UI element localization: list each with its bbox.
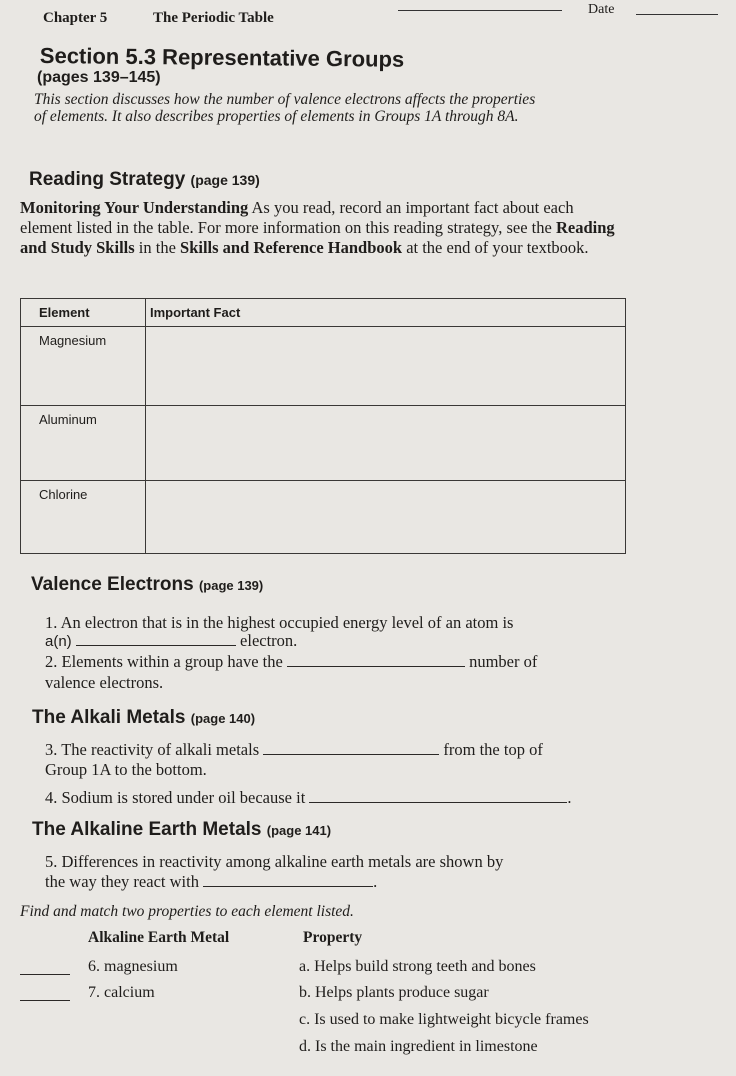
- section-intro: This section discusses how the number of valence electrons affects the properties of elements. It also describes properties of elements in Groups 1A through 8A.: [34, 91, 536, 125]
- table-cell-fact[interactable]: [146, 327, 626, 405]
- reading-strategy-heading: [29, 169, 260, 191]
- reading-strategy-text-3: at the end of your textbook.: [402, 238, 589, 257]
- answer-blank-6[interactable]: [20, 974, 70, 975]
- question-4-suffix: .: [567, 788, 572, 807]
- table-cell-element: Magnesium: [21, 327, 146, 405]
- reading-strategy-ref-1: Reading and Study Skills: [20, 218, 615, 257]
- matching-column-metal: Alkaline Earth Metal: [88, 929, 230, 946]
- question-1-blank[interactable]: [76, 631, 236, 646]
- reading-strategy-heading-text: Reading Strategy: [29, 169, 186, 190]
- property-b: b. Helps plants produce sugar: [299, 984, 489, 1001]
- question-1-suffix: electron.: [240, 631, 298, 650]
- table-cell-fact[interactable]: [146, 405, 626, 481]
- alkaline-earth-page: (page 141): [266, 823, 332, 838]
- question-3-prefix: 3. The reactivity of alkali metals: [45, 740, 260, 759]
- section-title: Section 5.3 Representative Groups: [39, 43, 405, 72]
- question-3-blank[interactable]: [263, 740, 439, 755]
- reading-strategy-text: [20, 198, 620, 258]
- valence-page: (page 139): [198, 578, 264, 593]
- question-5-line-2: [45, 872, 377, 892]
- question-1-prefix: a(n): [45, 633, 72, 650]
- reading-strategy-ref-2: Skills and Reference Handbook: [180, 238, 403, 257]
- table-header-fact: Important Fact: [146, 299, 626, 327]
- question-3-line-2: Group 1A to the bottom.: [45, 760, 207, 779]
- question-4-prefix: 4. Sodium is stored under oil because it: [45, 788, 306, 807]
- property-a: a. Helps build strong teeth and bones: [299, 958, 536, 975]
- table-row: [21, 481, 626, 554]
- answer-blank-7[interactable]: [20, 1000, 70, 1001]
- table-cell-element: Chlorine: [21, 481, 146, 554]
- matching-item-calcium: 7. calcium: [88, 984, 155, 1001]
- property-d: d. Is the main ingredient in limestone: [299, 1038, 538, 1055]
- question-2-blank[interactable]: [287, 652, 465, 667]
- question-2-line-1: [45, 652, 537, 672]
- reading-strategy-text-1: As you read, record an important fact about each element listed in the table. For more information on this reading strategy, see the: [20, 198, 574, 237]
- property-c: c. Is used to make lightweight bicycle frames: [299, 1011, 589, 1028]
- reading-strategy-page: (page 139): [190, 172, 260, 188]
- question-2-line-2: valence electrons.: [45, 673, 164, 692]
- question-1-line-1: 1. An electron that is in the highest occupied energy level of an atom is: [45, 613, 514, 632]
- date-blank[interactable]: [636, 14, 718, 15]
- valence-heading-text: Valence Electrons: [31, 574, 194, 595]
- date-label: Date: [588, 2, 615, 17]
- question-5-blank[interactable]: [203, 872, 373, 887]
- element-fact-table: [20, 298, 626, 554]
- question-1-line-2: [45, 631, 297, 651]
- question-2-suffix: number of: [469, 652, 538, 671]
- alkaline-earth-heading-text: The Alkaline Earth Metals: [32, 819, 262, 840]
- chapter-label: Chapter 5: [43, 10, 108, 26]
- question-3-suffix: from the top of: [443, 740, 543, 759]
- reading-strategy-text-2: in the: [134, 238, 181, 257]
- question-4: [45, 788, 572, 808]
- table-row: [21, 405, 626, 481]
- alkali-page: (page 140): [190, 711, 256, 726]
- table-cell-element: Aluminum: [21, 405, 146, 481]
- alkali-heading-text: The Alkali Metals: [32, 707, 186, 728]
- chapter-title: The Periodic Table: [153, 10, 274, 26]
- table-cell-fact[interactable]: [146, 481, 626, 554]
- matching-item-magnesium: 6. magnesium: [88, 958, 178, 975]
- valence-heading: [31, 574, 263, 596]
- matching-column-property: Property: [303, 929, 363, 946]
- question-2-prefix: 2. Elements within a group have the: [45, 652, 283, 671]
- table-header-element: Element: [21, 299, 146, 327]
- alkaline-earth-heading: [32, 819, 331, 841]
- question-3-line-1: [45, 740, 543, 760]
- table-row: [21, 327, 626, 405]
- question-4-blank[interactable]: [309, 788, 567, 803]
- question-5-prefix: the way they react with: [45, 872, 199, 891]
- alkali-heading: [32, 707, 255, 729]
- reading-strategy-lead: Monitoring Your Understanding: [20, 198, 249, 217]
- question-5-line-1: 5. Differences in reactivity among alkaline earth metals are shown by: [45, 852, 504, 871]
- matching-instructions: Find and match two properties to each element listed.: [20, 903, 354, 920]
- section-pages: (pages 139–145): [37, 69, 161, 86]
- name-blank[interactable]: [398, 10, 562, 11]
- question-5-suffix: .: [373, 872, 378, 891]
